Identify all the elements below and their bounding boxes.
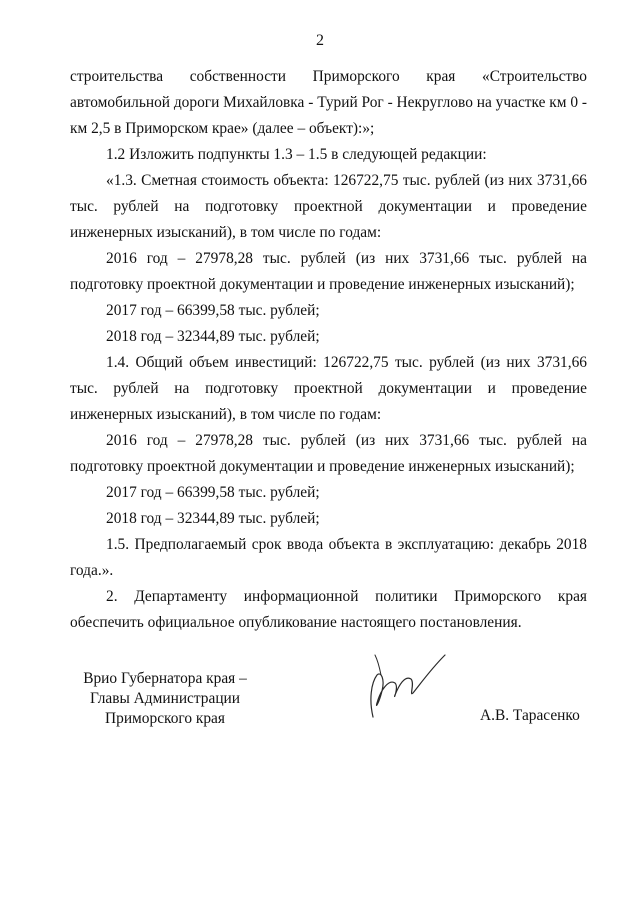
paragraph: 1.2 Изложить подпункты 1.3 – 1.5 в следующей редакции: bbox=[106, 146, 487, 163]
document-body bbox=[70, 64, 587, 636]
paragraph: 2. Департаменту информационной политики Приморского края обеспечить официальное опубликование настоящего постановления. bbox=[70, 588, 587, 631]
paragraph: 1.5. Предполагаемый срок ввода объекта в эксплуатацию: декабрь 2018 года.». bbox=[70, 536, 587, 579]
signatory-title bbox=[70, 669, 260, 729]
paragraph: 1.4. Общий объем инвестиций: 126722,75 тыс. рублей (из них 3731,66 тыс. рублей на подготовку проектной документации и проведение инженерных изысканий), в том числе по годам: bbox=[70, 354, 587, 423]
signatory-title-line: Врио Губернатора края – bbox=[83, 670, 247, 687]
paragraph: 2018 год – 32344,89 тыс. рублей; bbox=[106, 328, 320, 345]
page-number: 2 bbox=[316, 32, 324, 49]
paragraph: 2018 год – 32344,89 тыс. рублей; bbox=[106, 510, 320, 527]
signatory-title-line: Приморского края bbox=[105, 710, 225, 727]
paragraph: 2017 год – 66399,58 тыс. рублей; bbox=[106, 302, 320, 319]
signatory-title-line: Главы Администрации bbox=[89, 690, 241, 707]
paragraph: строительства собственности Приморского края «Строительство автомобильной дороги Михайловка - Турий Рог - Некруглово на участке км 0 - км 2,5 в Приморском крае» (далее – объект):»; bbox=[70, 68, 588, 137]
handwritten-signature bbox=[355, 645, 455, 730]
paragraph: «1.3. Сметная стоимость объекта: 126722,75 тыс. рублей (из них 3731,66 тыс. рублей на подготовку проектной документации и проведение инженерных изысканий), в том числе по годам: bbox=[70, 172, 587, 241]
paragraph: 2016 год – 27978,28 тыс. рублей (из них 3731,66 тыс. рублей на подготовку проектной документации и проведение инженерных изысканий); bbox=[70, 432, 587, 475]
signatory-name: А.В. Тарасенко bbox=[480, 707, 580, 724]
paragraph: 2016 год – 27978,28 тыс. рублей (из них 3731,66 тыс. рублей на подготовку проектной документации и проведение инженерных изысканий); bbox=[70, 250, 587, 293]
paragraph: 2017 год – 66399,58 тыс. рублей; bbox=[106, 484, 320, 501]
